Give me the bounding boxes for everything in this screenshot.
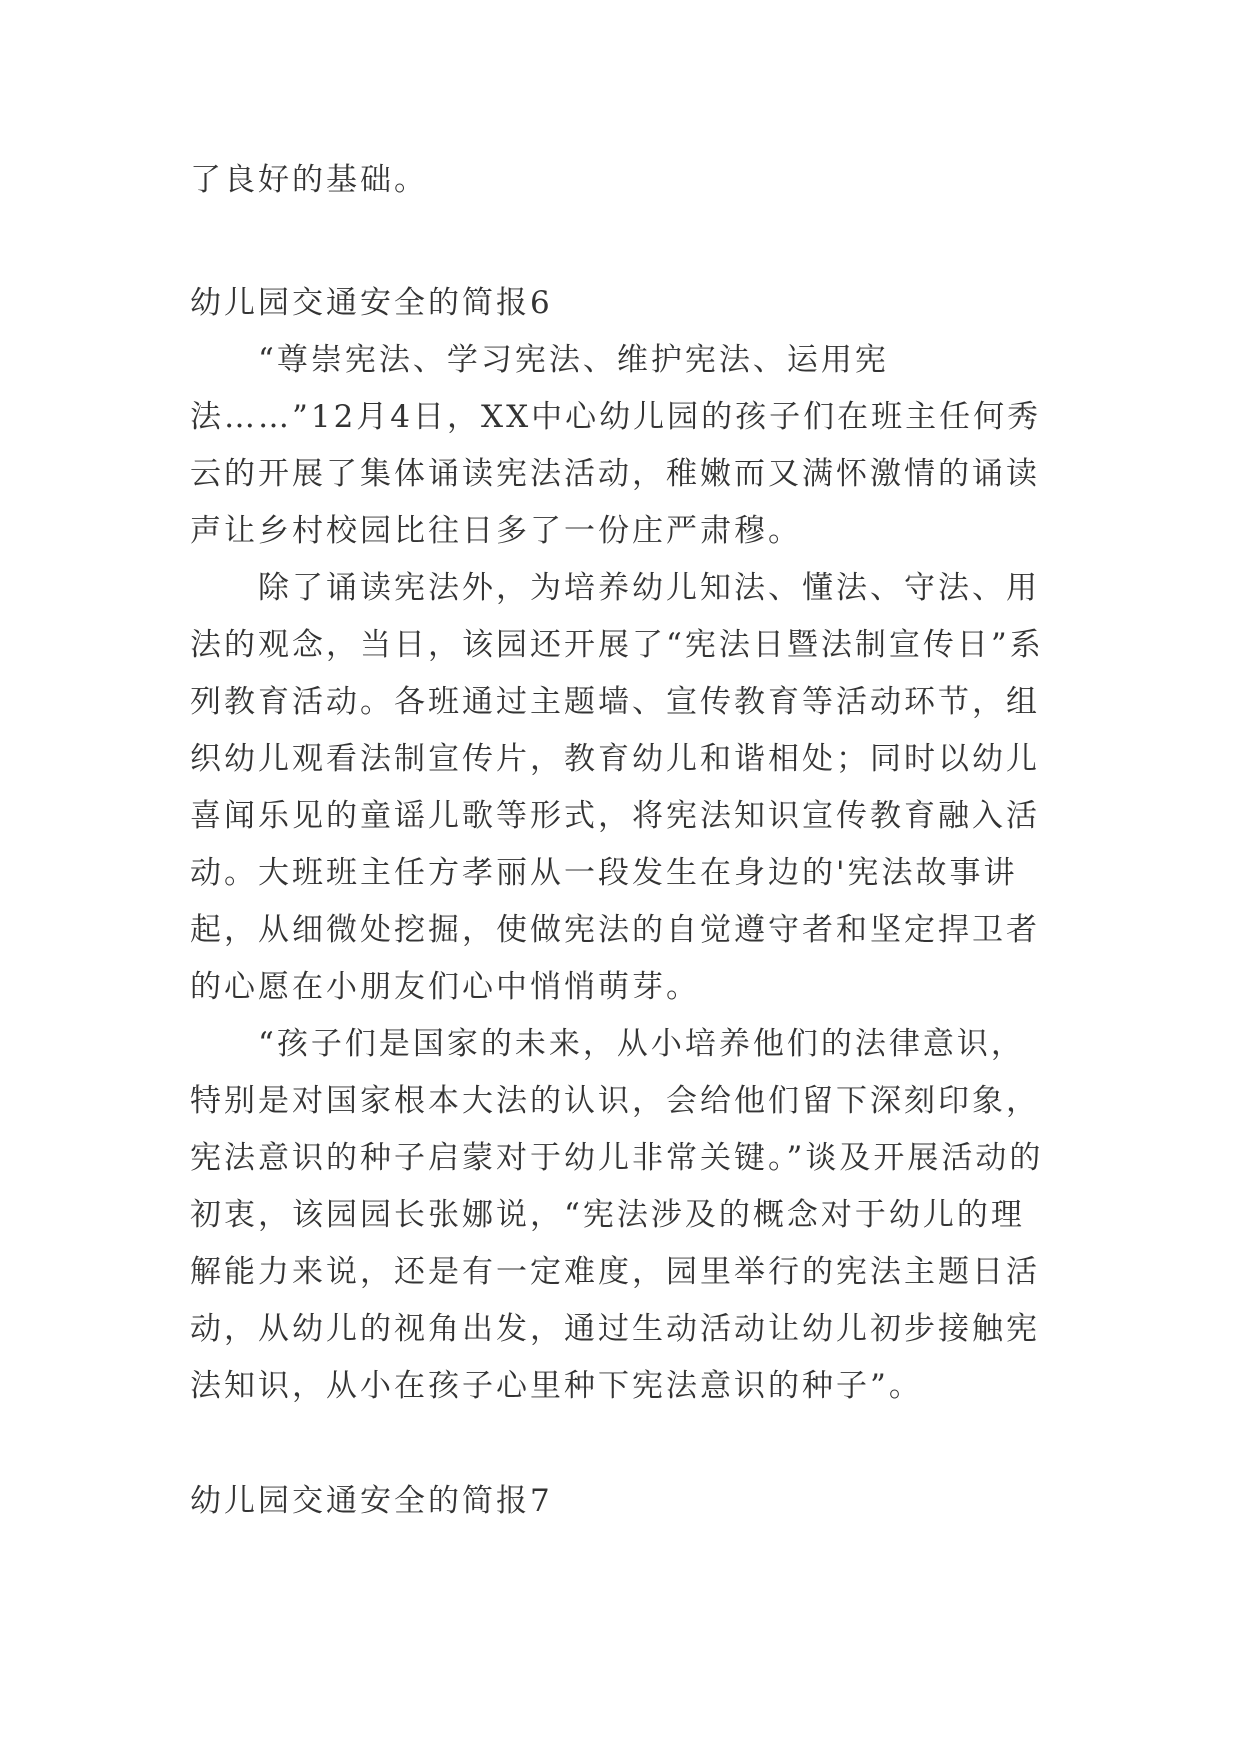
intro-tail-text: 了良好的基础。	[190, 162, 428, 198]
section-6-paragraph-1: “尊崇宪法、学习宪法、维护宪法、运用宪法……”12月4日，XX中心幼儿园的孩子们在班主任何秀云的开展了集体诵读宪法活动，稚嫩而又满怀激情的诵读声让乡村校园比往日多了一份庄严肃穆。	[190, 342, 1042, 549]
section-6-paragraph-2: 除了诵读宪法外，为培养幼儿知法、懂法、守法、用法的观念，当日，该园还开展了“宪法日暨法制宣传日”系列教育活动。各班通过主题墙、宣传教育等活动环节，组织幼儿观看法制宣传片，教育幼儿和谐相处；同时以幼儿喜闻乐见的童谣儿歌等形式，将宪法知识宣传教育融入活动。大班班主任方孝丽从一段发生在身边的'宪法故事讲起，从细微处挖掘，使做宪法的自觉遵守者和坚定捍卫者的心愿在小朋友们心中悄悄萌芽。	[190, 570, 1044, 1005]
section-6-heading: 幼儿园交通安全的简报6	[190, 285, 553, 321]
section-6-paragraph-3: “孩子们是国家的未来，从小培养他们的法律意识，特别是对国家根本大法的认识，会给他们留下深刻印象，宪法意识的种子启蒙对于幼儿非常关键。”谈及开展活动的初衷，该园园长张娜说，“宪法涉及的概念对于幼儿的理解能力来说，还是有一定难度，园里举行的宪法主题日活动，从幼儿的视角出发，通过生动活动让幼儿初步接触宪法知识，从小在孩子心里种下宪法意识的种子”。	[190, 1026, 1044, 1404]
section-7-heading: 幼儿园交通安全的简报7	[190, 1483, 553, 1519]
